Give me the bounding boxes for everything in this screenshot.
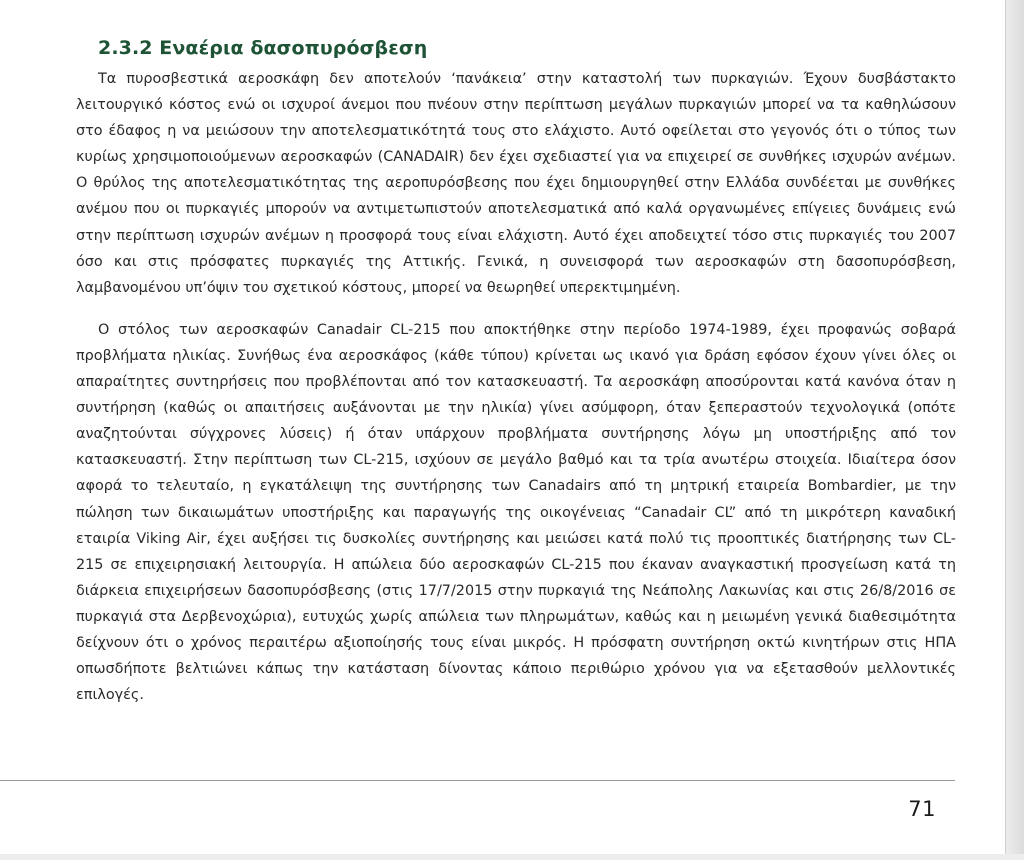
page-bottom-edge xyxy=(0,854,1024,860)
paragraph-aerial-firefighting-effectiveness: Τα πυροσβεστικά αεροσκάφη δεν αποτελούν ‘πανάκεια’ στην καταστολή των πυρκαγιών. Έχουν δυσβάστακτο λειτουργικό κόστος ενώ οι ισχυροί άνεμοι που πνέουν στην περίπτωση μεγάλων πυρκαγιών μπορεί να τα καθηλώσουν στο έδαφος η να μειώσουν την αποτελεσματικότητά τους στο ελάχιστο. Αυτό οφείλεται στο γεγονός ότι ο τύπος των κυρίως χρησιμοποιούμενων αεροσκαφών (CANADAIR) δεν έχει σχεδιαστεί για να επιχειρεί σε συνθήκες ισχυρών ανέμων. Ο θρύλος της αποτελεσματικότητας της αεροπυρόσβεσης που έχει δημιουργηθεί στην Ελλάδα συνδέεται με συνθήκες ανέμου που οι πυρκαγιές μπορούν να αντιμετωπιστούν αποτελεσματικά από καλά οργανωμένες επίγειες δυνάμεις ενώ στην περίπτωση ισχυρών ανέμων η προσφορά τους είναι ελάχιστη. Αυτό έχει αποδειχτεί τόσο στις πυρκαγιές του 2007 όσο και στις πρόσφατες πυρκαγιές της Αττικής. Γενικά, η συνεισφορά των αεροσκαφών στη δασοπυρόσβεση, λαμβανομένου υπ’όψιν του σχετικού κόστους, μπορεί να θεωρηθεί υπερεκτιμημένη. xyxy=(76,71,956,296)
page-edge-shadow xyxy=(1005,0,1024,860)
footer-divider xyxy=(0,780,955,781)
page-number: 71 xyxy=(908,797,936,821)
section-content xyxy=(76,34,956,708)
paragraph-canadair-fleet-age: Ο στόλος των αεροσκαφών Canadair CL-215 που αποκτήθηκε στην περίοδο 1974-1989, έχει προφανώς σοβαρά προβλήματα ηλικίας. Συνήθως ένα αεροσκάφος (κάθε τύπου) κρίνεται ως ικανό για δράση εφόσον έχουν γίνει όλες οι απαραίτητες συντηρήσεις που προβλέπονται από τον κατασκευαστή. Τα αεροσκάφη αποσύρονται κατά κανόνα όταν η συντήρηση (καθώς οι απαιτήσεις αυξάνονται με την ηλικία) γίνει ασύμφορη, όταν ξεπεραστούν τεχνολογικά (οπότε αναζητούνται σύγχρονες λύσεις) ή όταν υπάρχουν προβλήματα συντήρησης λόγω μη υποστήριξης από τον κατασκευαστή. Στην περίπτωση των CL-215, ισχύουν σε μεγάλο βαθμό και τα τρία ανωτέρω στοιχεία. Ιδιαίτερα όσον αφορά το τελευταίο, η εγκατάλειψη της συντήρησης των Canadairs από τη μητρική εταιρεία Bombardier, με την πώληση των δικαιωμάτων υποστήριξης και παραγωγής της οικογένειας “Canadair CL” από τη μικρότερη καναδική εταιρία Viking Air, έχει αυξήσει τις δυσκολίες συντήρησης και μειώσει κατά πολύ τις προοπτικές διατήρησης των CL-215 σε επιχειρησιακή λειτουργία. Η απώλεια δύο αεροσκαφών CL-215 που έκαναν αναγκαστική προσγείωση κατά τη διάρκεια επιχειρήσεων δασοπυρόσβεσης (στις 17/7/2015 στην πυρκαγιά της Νεάπολης Λακωνίας και στις 26/8/2016 σε πυρκαγιά στα Δερβενοχώρια), ευτυχώς χωρίς απώλεια των πληρωμάτων, καθώς και η μειωμένη γενικά διαθεσιμότητα δείχνουν ότι ο χρόνος περαιτέρω αξιοποίησής τους είναι μικρός. Η πρόσφατη συντήρηση οκτώ κινητήρων στις ΗΠΑ οπωσδήποτε βελτιώνει κάπως την κατάσταση δίνοντας κάποιο περιθώριο χρόνου για να εξετασθούν μελλοντικές επιλογές. xyxy=(76,321,956,704)
section-heading: 2.3.2 Εναέρια δασοπυρόσβεση xyxy=(98,37,428,59)
